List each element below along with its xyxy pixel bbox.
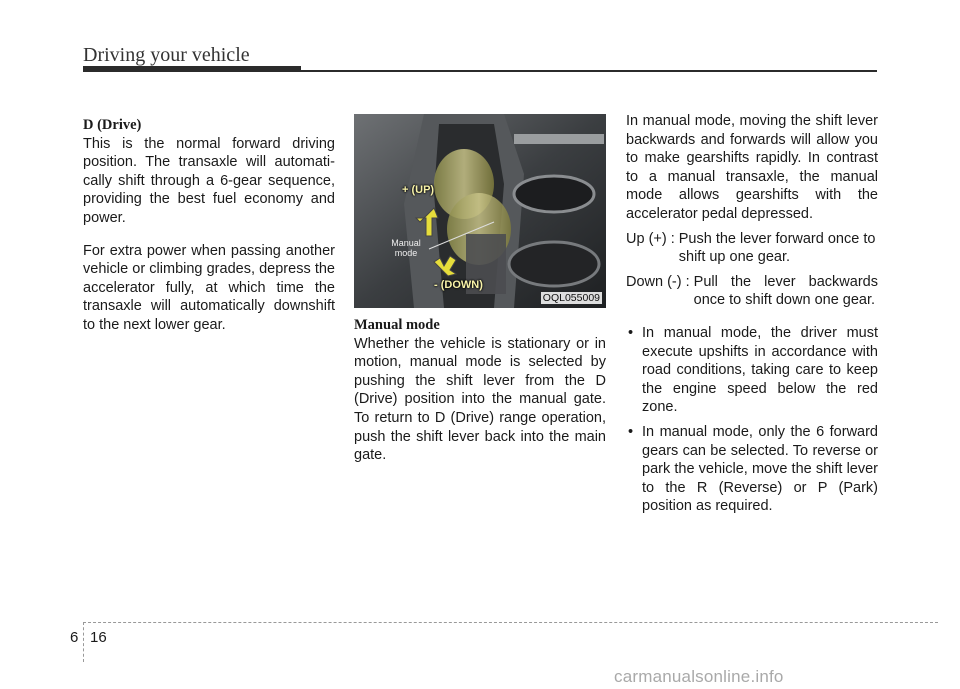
manual-mode-heading: Manual mode	[354, 317, 440, 333]
header-rule-thick	[83, 66, 301, 72]
column-1	[83, 116, 335, 335]
header-rule-thin	[301, 70, 877, 72]
shift-up-key: Up (+) :	[626, 230, 675, 247]
column-2	[354, 316, 606, 465]
drive-paragraph-1: This is the normal forward driving position. The transaxle will automatically shift through a 6-gear sequence, providing the best fuel economy and power.	[83, 135, 335, 226]
chapter-number: 6	[70, 629, 79, 646]
shift-down-key: Down (-) :	[626, 273, 690, 290]
drive-heading: D (Drive)	[83, 117, 142, 133]
shift-down-row	[626, 273, 878, 310]
down-label: - (DOWN)	[434, 279, 483, 291]
page-number: 16	[90, 629, 107, 646]
manual-mode-label: Manual mode	[391, 238, 421, 258]
column-3	[626, 112, 878, 522]
list-item: • In manual mode, only the 6 forward gears can be selected. To reverse or park the vehicle, move the shift lever to the R (Reverse) or P (Park) position as required.	[626, 423, 878, 516]
shift-up-row	[626, 230, 878, 267]
manual-mode-paragraph: Whether the vehicle is stationary or in motion, manual mode is selected by pushing the shift lever from the D (Drive) position into the manual gate. To return to D (Drive) range operation, push the shift lever back into the main gate.	[354, 335, 606, 464]
shift-lever-figure	[354, 114, 606, 308]
footer-rule	[83, 622, 938, 623]
figure-code: OQL055009	[542, 292, 600, 304]
list-item: • In manual mode, the driver must execute upshifts in accordance with road conditions, taking care to keep the engine speed below the red zone.	[626, 324, 878, 417]
up-label: + (UP)	[402, 184, 435, 196]
shift-down-value: Pull the lever backwards once to shift down one gear.	[693, 273, 878, 309]
footer-divider	[83, 622, 84, 662]
watermark: carmanualsonline.info	[614, 667, 784, 686]
drive-paragraph-2: For extra power when passing another vehicle or climbing grades, depress the accelerator fully, at which time the transaxle will automatically downshift to the next lower gear.	[83, 242, 335, 333]
shift-up-value: Push the lever forward once to shift up one gear.	[678, 230, 876, 266]
manual-intro-paragraph: In manual mode, moving the shift lever backwards and forwards will allow you to make gearshifts rapidly. In contrast to a manual transaxle, the manual mode allows gearshifts with the accelerator pedal depressed.	[626, 113, 878, 222]
manual-mode-notes	[626, 324, 878, 516]
running-head: Driving your vehicle	[83, 44, 250, 66]
